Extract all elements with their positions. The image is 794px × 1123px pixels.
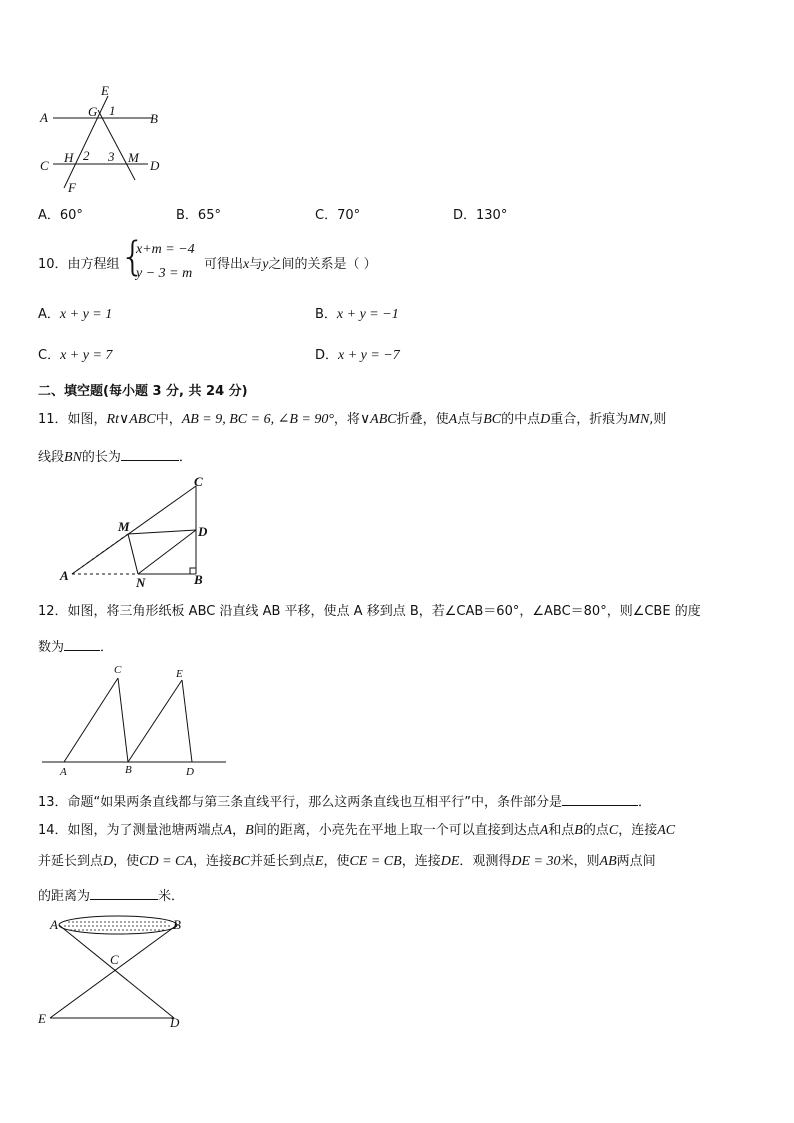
- t: 线段: [38, 450, 65, 465]
- m: MN: [628, 412, 650, 427]
- label-C: C: [110, 952, 119, 967]
- t: 数为: [38, 640, 65, 655]
- m: ∨ABC: [359, 412, 397, 427]
- q10-var-x: x: [243, 257, 250, 272]
- q12-answer-blank[interactable]: [64, 636, 100, 651]
- q10-suffix: [204, 256, 377, 274]
- t: 并延长到点: [38, 854, 104, 869]
- t: ，将: [333, 412, 360, 427]
- seg-ND: [138, 530, 196, 574]
- t: 中，: [155, 412, 182, 427]
- seg-AC: [64, 678, 118, 762]
- m: D: [103, 854, 114, 869]
- label-A: A: [60, 766, 67, 778]
- label-D: D: [170, 1015, 180, 1030]
- label-D: D: [186, 766, 194, 778]
- q10-option-a: [38, 306, 112, 324]
- t: 13．命题“如果两条直线都与第三条直线平行，那么这两条直线也互相平行”中，条件部分是: [38, 795, 563, 810]
- q14-answer-blank[interactable]: [90, 885, 158, 900]
- label-B: B: [173, 917, 181, 932]
- label-D: D: [150, 158, 160, 173]
- t: ．观测得: [459, 854, 512, 869]
- option-letter: D．: [315, 348, 339, 363]
- t: ,则: [649, 412, 667, 427]
- t: 14．如图，为了测量池塘两端点: [38, 823, 224, 838]
- t: 的距离为: [38, 889, 91, 904]
- m: C: [608, 823, 619, 838]
- seg-BE: [128, 680, 182, 762]
- t: 间的距离，小亮先在平地上取一个可以直接到达点: [253, 823, 540, 838]
- q9-option-b: B．65°: [176, 208, 221, 223]
- q12-line2: [38, 636, 113, 657]
- seg-ED: [182, 680, 192, 762]
- label-E: E: [38, 1011, 46, 1026]
- label-F: F: [68, 180, 76, 194]
- line-EF: [64, 96, 108, 188]
- t: 的中点: [501, 412, 541, 427]
- q11-answer-blank[interactable]: [121, 446, 179, 461]
- q9-option-a: A．60°: [38, 208, 83, 223]
- t: ，: [232, 823, 246, 838]
- m: B: [245, 823, 254, 838]
- section-heading: 二、填空题(每小题 3 分, 共 24 分): [38, 384, 248, 399]
- t: 重合，折痕为: [550, 412, 629, 427]
- label-2: 2: [83, 148, 90, 163]
- label-M: M: [118, 519, 130, 534]
- q11-line2: [38, 446, 192, 467]
- t: ．: [638, 795, 652, 810]
- m: CE = CB: [349, 854, 402, 869]
- m: DE: [440, 854, 460, 869]
- label-E: E: [101, 83, 109, 98]
- q10-suffix-text: 可得出: [204, 257, 244, 272]
- t: 米．: [158, 889, 185, 904]
- m: CD = CA: [139, 854, 193, 869]
- pond: [59, 916, 177, 934]
- q10-prefix: 10．由方程组: [38, 257, 120, 272]
- label-A: A: [40, 110, 48, 125]
- m: Rt∨ABC: [106, 412, 156, 427]
- t: 两点间: [616, 854, 656, 869]
- m: AC: [657, 823, 676, 838]
- q14-line2: [38, 853, 656, 871]
- m: BC: [483, 412, 502, 427]
- q10-eq1: x+m = −4: [136, 242, 195, 257]
- label-E: E: [176, 668, 183, 680]
- line-GM: [98, 110, 135, 180]
- label-D: D: [198, 524, 208, 539]
- t: 点与: [457, 412, 484, 427]
- q10-mid: 与: [249, 257, 263, 272]
- label-3: 3: [108, 149, 115, 164]
- q9-figure: [36, 82, 176, 194]
- m: AB: [599, 854, 617, 869]
- m: B: [574, 823, 583, 838]
- t: 和点: [548, 823, 575, 838]
- t: ，使: [113, 854, 140, 869]
- q10-brace: {: [120, 234, 146, 280]
- m: E: [314, 854, 324, 869]
- label-1: 1: [109, 103, 116, 118]
- t: ，使: [323, 854, 350, 869]
- m: DE = 30: [511, 854, 561, 869]
- t: 的点: [582, 823, 609, 838]
- t: ．: [178, 450, 192, 465]
- m: A: [448, 412, 458, 427]
- m: BN: [64, 450, 82, 465]
- q10-end: 之间的关系是（ ）: [268, 257, 377, 272]
- t: ，连接: [401, 854, 441, 869]
- label-C: C: [40, 158, 49, 173]
- m: BC: [231, 854, 250, 869]
- label-B: B: [150, 111, 158, 126]
- q9-option-d: D．130°: [453, 208, 508, 223]
- t: 并延长到点: [249, 854, 315, 869]
- q11-figure: [56, 474, 216, 590]
- t: 11．如图，: [38, 412, 107, 427]
- label-A: A: [60, 568, 69, 583]
- q10-option-c: [38, 347, 112, 365]
- t: ，连接: [192, 854, 232, 869]
- label-B: B: [194, 572, 203, 587]
- seg-CB: [118, 678, 128, 762]
- label-H: H: [64, 150, 74, 165]
- q14-line1: [38, 822, 675, 840]
- m: A: [539, 823, 549, 838]
- q14-line3: [38, 885, 184, 906]
- seg-AD: [59, 925, 174, 1018]
- label-A: A: [50, 917, 58, 932]
- t: ，连接: [618, 823, 658, 838]
- q13-answer-blank[interactable]: [562, 791, 638, 806]
- q10-option-b: [315, 306, 399, 324]
- option-expr: x + y = 7: [60, 348, 113, 363]
- option-letter: C．: [38, 348, 61, 363]
- q9-option-c: C．70°: [315, 208, 361, 223]
- seg-MN: [128, 534, 138, 574]
- t: ．: [100, 640, 114, 655]
- q10-eq2: y − 3 = m: [136, 266, 193, 281]
- q11-line1: [38, 411, 666, 429]
- t: 折叠，使: [396, 412, 449, 427]
- q10-option-d: [315, 347, 400, 365]
- q14-figure: [34, 910, 194, 1034]
- label-M: M: [128, 150, 139, 165]
- label-C: C: [114, 664, 122, 676]
- q13-line: [38, 791, 651, 812]
- t: 米，则: [560, 854, 600, 869]
- option-letter: A．: [38, 307, 60, 322]
- m: A: [223, 823, 233, 838]
- m: AB = 9, BC = 6, ∠B = 90°: [181, 412, 334, 427]
- t: 的长为: [81, 450, 121, 465]
- label-G: G: [88, 104, 98, 119]
- label-C: C: [194, 474, 203, 489]
- option-expr: x + y = −7: [338, 348, 400, 363]
- option-expr: x + y = 1: [59, 307, 113, 322]
- q10-var-y: y: [262, 257, 269, 272]
- label-N: N: [136, 575, 146, 590]
- seg-MD: [128, 530, 196, 534]
- seg-BE: [50, 925, 177, 1018]
- q12-figure: [38, 660, 230, 782]
- option-letter: B．: [315, 307, 337, 322]
- label-B: B: [125, 764, 132, 776]
- seg-AC: [72, 486, 196, 574]
- q12-line1: 12．如图，将三角形纸板 ABC 沿直线 AB 平移，使点 A 移到点 B，若∠CAB＝60°，∠ABC＝80°，则∠CBE 的度: [38, 604, 701, 619]
- option-expr: x + y = −1: [336, 307, 399, 322]
- m: D: [540, 412, 551, 427]
